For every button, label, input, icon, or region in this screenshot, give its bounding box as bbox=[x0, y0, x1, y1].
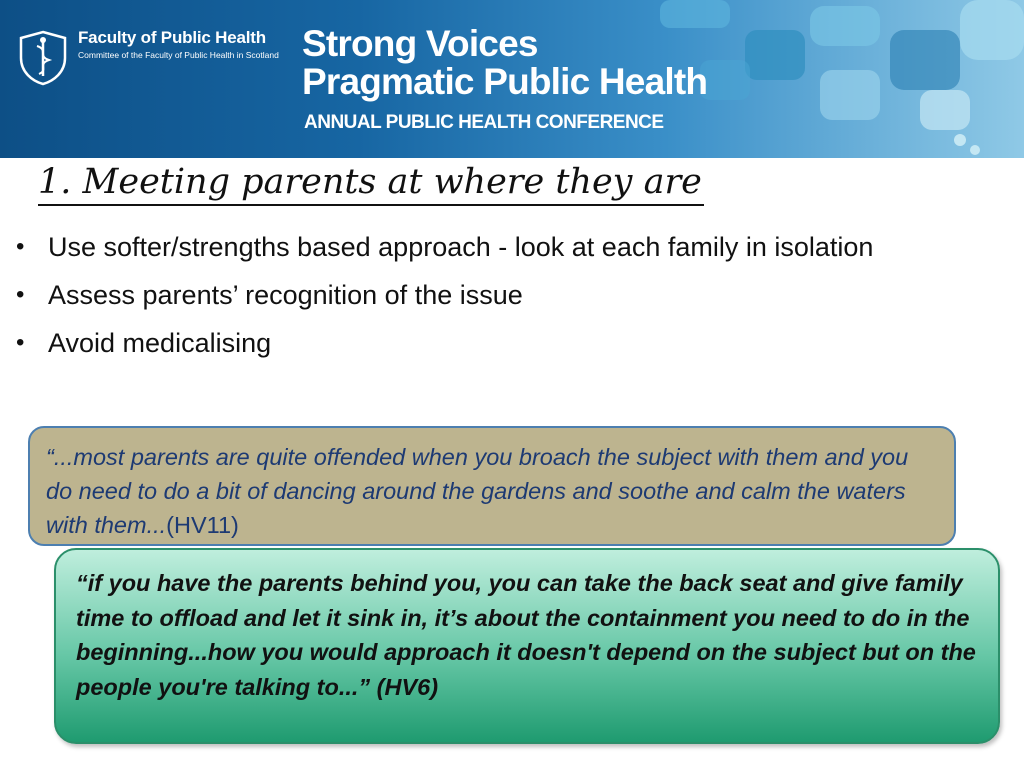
quote-text-hv11 bbox=[46, 440, 938, 542]
bullet-item bbox=[16, 322, 976, 364]
bullet-item bbox=[16, 274, 976, 316]
bullet-icon: • bbox=[16, 329, 25, 356]
faculty-crest-icon bbox=[18, 30, 68, 86]
bullet-text: Avoid medicalising bbox=[48, 328, 272, 358]
org-name: Faculty of Public Health bbox=[78, 28, 266, 47]
conference-title-line2: Pragmatic Public Health bbox=[302, 61, 708, 102]
bullet-item bbox=[16, 226, 976, 268]
bullet-icon: • bbox=[16, 281, 25, 308]
header-banner bbox=[0, 0, 1024, 158]
quote-box-hv6 bbox=[54, 548, 1000, 744]
quote-box-hv11 bbox=[28, 426, 956, 546]
slide-title: 1. Meeting parents at where they are bbox=[38, 160, 704, 206]
conference-title-line1: Strong Voices bbox=[302, 23, 538, 64]
bullet-text: Assess parents’ recognition of the issue bbox=[48, 280, 523, 310]
quote-body: “...most parents are quite offended when you broach the subject with them and you do need to do a bit of dancing around the gardens and soothe and calm the waters with them... bbox=[46, 444, 909, 538]
bullet-icon: • bbox=[16, 233, 25, 260]
quote-body: if you have the parents behind you, you can take the back seat and give family time to offload and let it sink in, it’s about the containment you need to do in the beginning...how you would approach it doesn't depend on the subject but on the people you're talking to...” (HV6) bbox=[76, 570, 976, 700]
org-subtitle: Committee of the Faculty of Public Health in Scotland bbox=[78, 50, 279, 60]
quote-open-mark: “ bbox=[76, 570, 88, 596]
bullet-list bbox=[16, 226, 976, 370]
quote-reference: (HV11) bbox=[166, 512, 239, 538]
conference-subtitle: ANNUAL PUBLIC HEALTH CONFERENCE bbox=[304, 112, 664, 133]
quote-text-hv6 bbox=[76, 566, 978, 704]
bullet-text: Use softer/strengths based approach - look at each family in isolation bbox=[48, 232, 874, 262]
